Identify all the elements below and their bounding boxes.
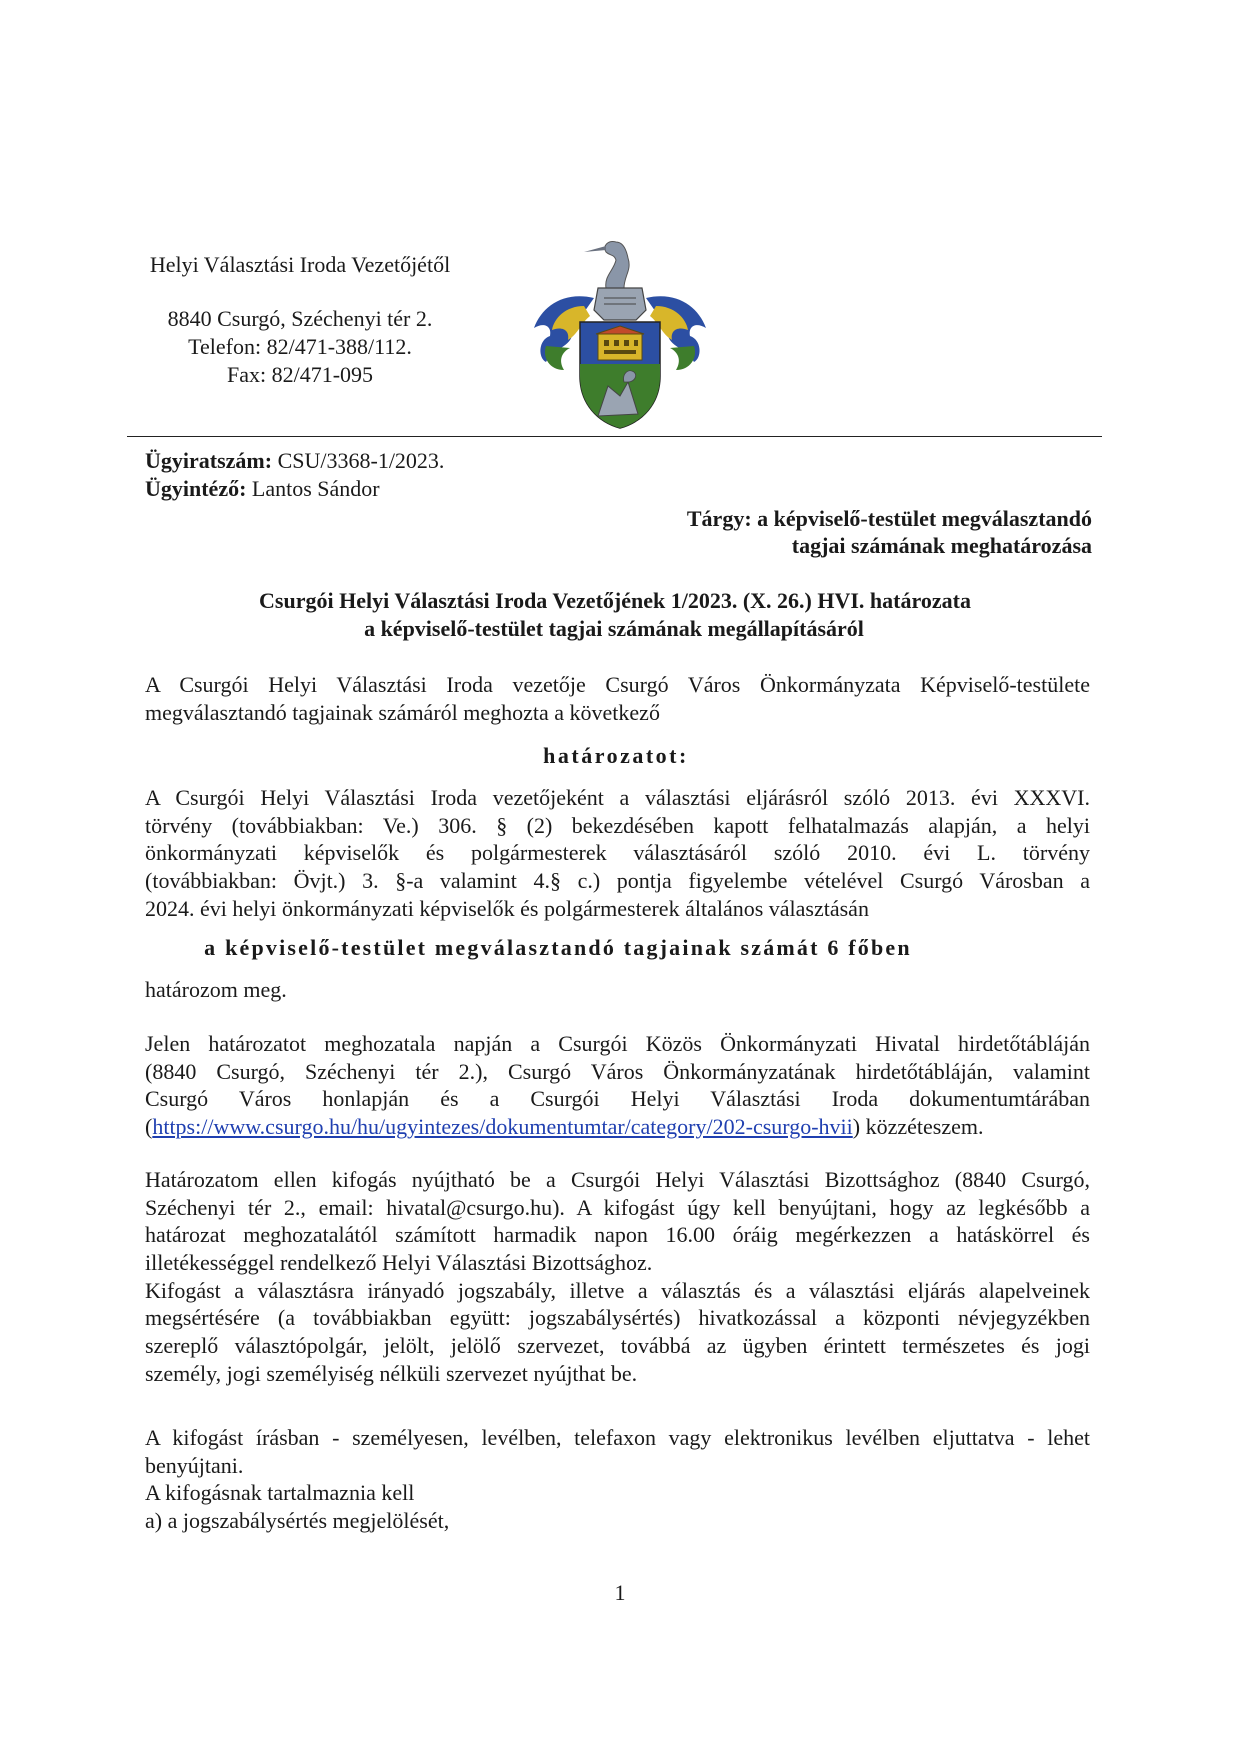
case-handler-value: Lantos Sándor [251,476,380,501]
publication-paragraph [145,1030,1090,1141]
link-close-text: ) közzéteszem. [852,1114,984,1140]
intro-line: A Csurgói Helyi Választási Iroda vezetője Csurgó Város Önkormányzata Képviselő-testülete [145,672,1090,697]
sender-address: 8840 Csurgó, Széchenyi tér 2. [167,306,433,331]
decision-end [145,976,1090,1004]
publication-line: Csurgó Város honlapján és a Csurgói Helyi Választási Iroda dokumentumtárában [145,1086,1090,1112]
sender-office: Helyi Választási Iroda Vezetőjétől [149,252,451,277]
subject-line-2: tagjai számának meghatározása [791,533,1092,558]
objection-line: Széchenyi tér 2., email: hivatal@csurgo.hu). A kifogást úgy kell benyújtani, hogy az legkésőbb a [145,1194,1090,1220]
decision-statement: a képviselő-testület megválasztandó tagjainak számát 6 főben [204,935,912,960]
intro-line: megválasztandó tagjainak számáról meghozta a következő [145,699,660,725]
publication-line: (8840 Csurgó, Széchenyi tér 2.), Csurgó Város Önkormányzatának hirdetőtábláján, valamint [145,1058,1090,1084]
resolution-heading: határozatot: [543,743,689,768]
case-number-value: CSU/3368-1/2023. [277,448,445,473]
link-open-paren: ( [145,1114,153,1140]
body-line: 2024. évi helyi önkormányzati képviselők és polgármesterek általános választásán [145,895,869,921]
objection-line: határozat meghozatalától számított harmadik napon 16.00 óráig megérkezzen a hatáskörrel és [145,1222,1090,1248]
submission-line: a) a jogszabálysértés megjelölését, [145,1508,450,1534]
submission-line: A kifogást írásban - személyesen, levélben, telefaxon vagy elektronikus levélben eljuttatva - lehet [145,1425,1090,1450]
coat-of-arms-icon [524,236,716,430]
objection-line: illetékességgel rendelkező Helyi Választási Bizottsághoz. [145,1250,653,1276]
submission-line: benyújtani. [145,1452,244,1478]
case-number [145,448,444,474]
resolution-title-line-1: Csurgói Helyi Választási Iroda Vezetőjének 1/2023. (X. 26.) HVI. határozata [259,588,971,613]
body-paragraph [145,784,1090,922]
objection-line: szereplő választópolgár, jelölt, jelölő szervezet, továbbá az ügyben érintett természetes és jogi [145,1333,1090,1359]
intro-paragraph [145,671,1090,726]
body-line: törvény (továbbiakban: Ve.) 306. § (2) bekezdésében kapott felhatalmazás alapján, a helyi [145,812,1090,838]
objection-line: megsértésére (a továbbiakban együtt: jogszabálysértés) hivatkozással a központi névjegyzékben [145,1305,1090,1331]
objection-paragraph [145,1166,1090,1388]
objection-line: Határozatom ellen kifogás nyújtható be a Csurgói Helyi Választási Bizottsághoz (8840 Csurgó, [145,1167,1090,1192]
publication-link-line [145,1113,1090,1141]
body-line: A Csurgói Helyi Választási Iroda vezetőjeként a választási eljárásról szóló 2013. évi XXXVI. [145,785,1090,810]
objection-line: személy, jogi személyiség nélküli szervezet nyújthat be. [145,1360,638,1386]
resolution-title-line-2: a képviselő-testület tagjai számának megállapításáról [364,616,864,641]
subject-line-1: Tárgy: a képviselő-testület megválasztandó [686,506,1092,531]
page-number: 1 [614,1580,626,1605]
case-number-label: Ügyiratszám: [145,448,273,473]
submission-line: A kifogásnak tartalmaznia kell [145,1480,415,1506]
objection-line: Kifogást a választásra irányadó jogszabály, illetve a választás és a választási eljárás alapelveinek [145,1277,1090,1303]
submission-paragraph [145,1424,1090,1535]
case-handler [145,476,380,502]
sender-fax: Fax: 82/471-095 [226,362,374,387]
header-divider [127,436,1102,437]
case-handler-label: Ügyintéző: [145,476,247,501]
decision-end-line: határozom meg. [145,977,287,1002]
body-line: (továbbiakban: Övjt.) 3. §-a valamint 4.§ c.) pontja figyelembe vételével Csurgó Városban a [145,868,1090,894]
body-line: önkormányzati képviselők és polgármesterek választásáról szóló 2010. évi L. törvény [145,840,1090,866]
publication-line: Jelen határozatot meghozatala napján a Csurgói Közös Önkormányzati Hivatal hirdetőtábláján [145,1031,1090,1056]
document-repository-link[interactable]: https://www.csurgo.hu/hu/ugyintezes/dokumentumtar/category/202-csurgo-hvii [152,1114,853,1140]
sender-phone: Telefon: 82/471-388/112. [188,334,412,359]
